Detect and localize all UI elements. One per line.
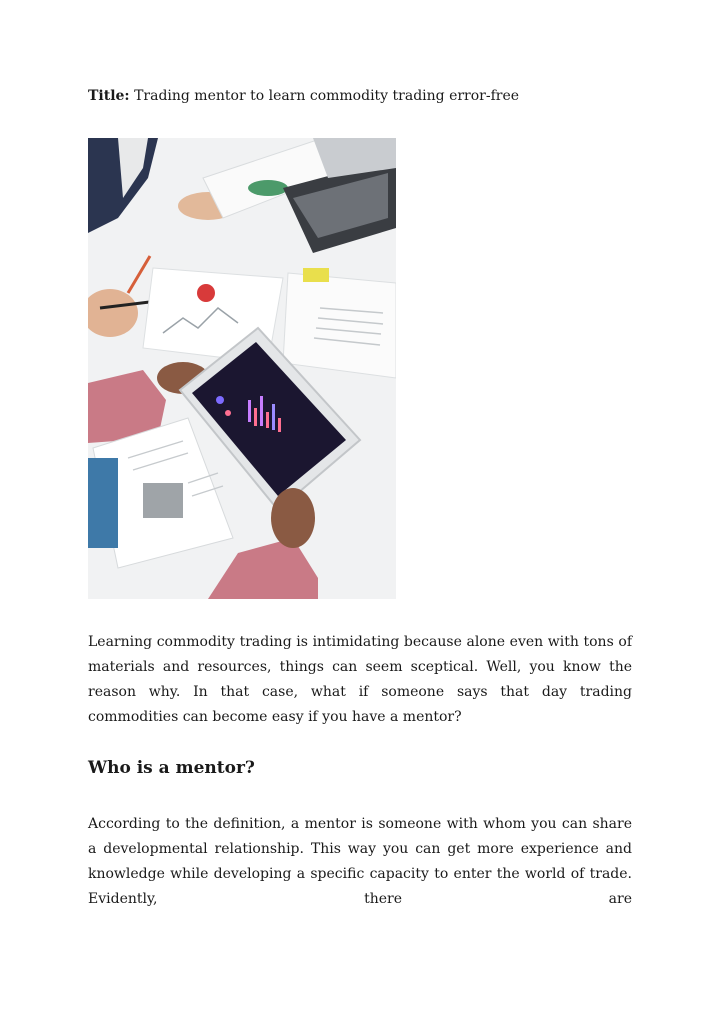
- section-heading: Who is a mentor?: [88, 758, 255, 778]
- title-label: Title:: [88, 88, 130, 104]
- paragraph-intro: Learning commodity trading is intimidating because alone even with tons of materials and resources, things can seem sceptical. Well, you know the reason why. In that case, what if someone says that day trading commodities can become easy if you have a mentor?: [88, 634, 632, 725]
- title-text: Trading mentor to learn commodity trading error-free: [134, 88, 520, 104]
- paragraph-definition-text: According to the definition, a mentor is someone with whom you can share a developmental relationship. This way you can get more experience and knowledge while developing a specific capacity to enter the world of trade. Evidently, there are: [88, 816, 632, 907]
- photo-illustration: [88, 138, 396, 599]
- paragraph-definition: [88, 812, 632, 912]
- document-title: [88, 86, 519, 106]
- article-photo: [88, 138, 396, 599]
